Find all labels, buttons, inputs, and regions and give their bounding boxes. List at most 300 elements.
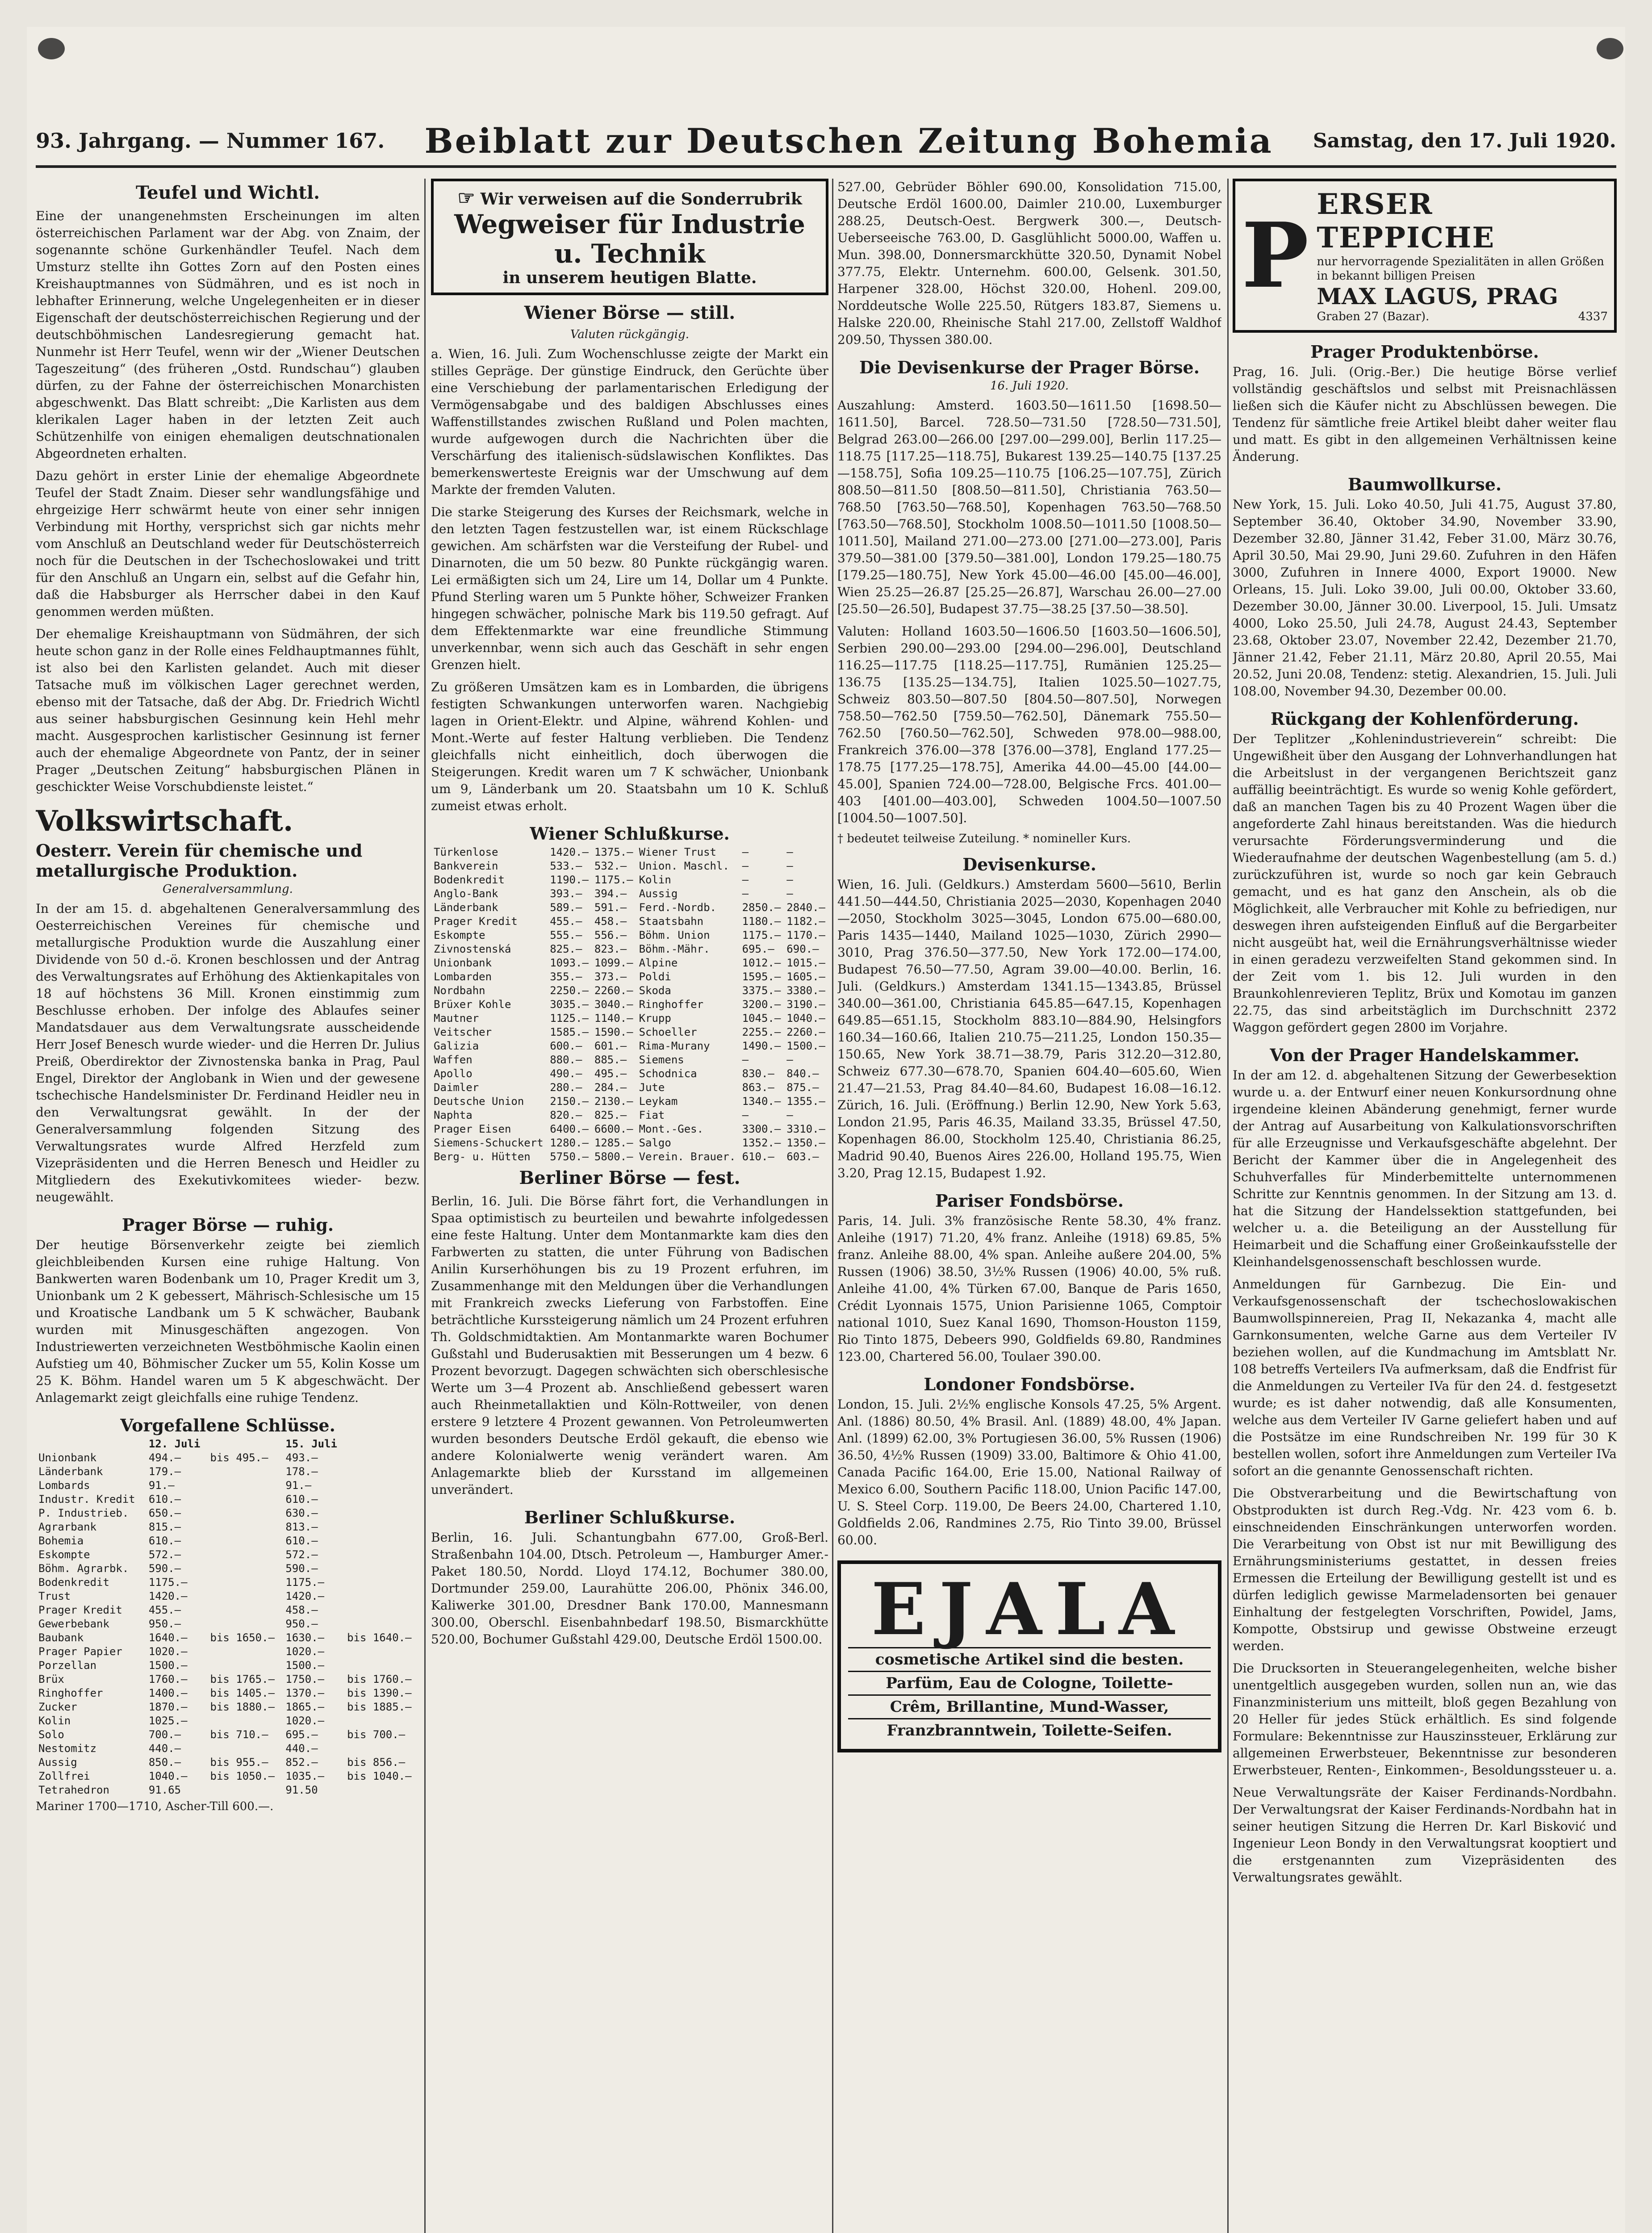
security-name: Zucker <box>38 1701 77 1713</box>
ejala-advertisement <box>837 1560 1221 1752</box>
quote-value: bis 495.— <box>210 1451 268 1464</box>
security-name: Industr. Kredit <box>38 1493 135 1505</box>
quote-value: 3380.— <box>786 984 825 997</box>
column-header: 12. Juli <box>148 1438 201 1450</box>
table-row <box>36 1562 420 1576</box>
quote-value: 589.— <box>550 901 582 914</box>
quote-value: bis 1050.— <box>210 1770 275 1782</box>
quote-value: 458.— <box>594 915 627 928</box>
quote-value: 2255.— <box>742 1026 781 1038</box>
security-name: Zollfrei <box>38 1770 90 1782</box>
security-name: Agrarbank <box>38 1521 97 1533</box>
quote-value: 1035.— <box>285 1770 325 1782</box>
table-row <box>431 915 828 928</box>
table-row <box>431 873 828 887</box>
table-row <box>36 1769 420 1783</box>
quote-value: 1182.— <box>786 915 825 928</box>
quote-value: 823.— <box>594 943 627 955</box>
security-name: Prager Kredit <box>38 1604 122 1616</box>
column-4 <box>1233 179 1617 2233</box>
article-paragraph: Berlin, 16. Juli. Die Börse fährt fort, die Verhandlungen in Spaa optimistisch zu beurteilen und bewahrte infolgedessen eine feste Haltung. Unter dem Montanmarkte kam dies den Farbwerten zu statten, die unter Führung von Badischen Anilin Kurserhöhungen bis zu 19 Prozent erfuhren, im Zusammenhange mit den Meldungen über die Verhandlungen mit Frankreich zwecks Lieferung von Farbstoffen. Eine beträchtliche Kurssteigerung nämlich um 24 Prozent erfuhren Th. Goldschmidtaktien. Am Montanmarkte waren Bochumer Gußstahl und Buderusaktien mit Besserungen um 4 bezw. 6 Prozent bevorzugt. Dagegen schwächten sich oberschlesische Werte um 3—4 Prozent ab. Anschließend gebessert waren auch Rheinmetallaktien und Köln-Rottweiler, von denen erstere 9 letztere 4 Prozent gewannen. Von Petroleumwerten wurden besonders Deutsche Erdöl gekauft, die ebenso wie andere Kolonialwerte wenig verändert waren. Am Anlagemarkte blieb der Kursstand im allgemeinen unverändert. <box>431 1194 828 1497</box>
quote-value <box>208 1742 283 1756</box>
quote-value <box>208 1659 283 1673</box>
quote-value: 555.— <box>550 929 582 941</box>
security-name: Solo <box>38 1728 64 1741</box>
table-row <box>431 1025 828 1039</box>
quote-value: 1140.— <box>594 1012 633 1025</box>
sonderrubrik-box <box>431 179 828 295</box>
quote-value: 373.— <box>594 970 627 983</box>
quote-value: 830.— <box>742 1067 774 1080</box>
quote-value: 91.50 <box>285 1784 318 1796</box>
quote-value: 495.— <box>594 1067 627 1080</box>
quote-value: 610.— <box>742 1150 774 1163</box>
table-row <box>36 1548 420 1562</box>
page-stain <box>38 38 65 59</box>
quote-value <box>344 1548 420 1562</box>
quote-value: 3375.— <box>742 984 781 997</box>
table-row <box>431 1095 828 1108</box>
quote-value <box>344 1645 420 1659</box>
quote-value: — <box>742 887 749 900</box>
article-paragraph: Anmeldungen für Garnbezug. Die Ein- und Verkaufsgenossenschaft der tschechoslowakischen Baumwollspinnereien, Prag II, Nekazanka 4, macht alle Garnkonsumenten, welche Garne aus dem Verteiler IV beziehen wollen, auf die Kundmachung im Amtsblatt Nr. 108 betreffs Verteilers IVa aufmerksam, daß die Endfrist für die Anmeldungen zu Verteiler IVa für den 24. d. festgesetzt wurde; es ist daher notwendig, daß alle Konsumenten, welche aus dem Verteiler IV Garne geliefert haben und auf die Postsätze im eine Rundschreiben Nr. 199 für 30 K bestellen wollen, sofort ihre Anmeldungen zum Verteiler IVa sofort an die genannte Genossenschaft richten. <box>1233 1277 1617 1478</box>
table-row <box>431 1150 828 1164</box>
quote-value: 1375.— <box>594 846 633 858</box>
quote-value: 1170.— <box>786 929 825 941</box>
security-name: P. Industrieb. <box>38 1507 129 1519</box>
quote-value <box>208 1465 283 1479</box>
security-name: Siemens-Schuckert <box>434 1137 544 1149</box>
quote-value: 1040.— <box>786 1012 825 1025</box>
quote-value: — <box>786 860 793 872</box>
quote-value: 863.— <box>742 1081 774 1094</box>
quote-value <box>208 1493 283 1506</box>
quote-value: 3035.— <box>550 998 589 1011</box>
quote-value <box>344 1506 420 1520</box>
table-row <box>36 1451 420 1465</box>
quote-value: 3040.— <box>594 998 633 1011</box>
quote-value <box>208 1506 283 1520</box>
article-title-pariser-fondsboerse: Pariser Fondsbörse. <box>935 1191 1124 1211</box>
quote-value: 610.— <box>148 1493 181 1505</box>
quote-value: 1420.— <box>550 846 589 858</box>
security-name: Länderbank <box>38 1465 103 1478</box>
quote-value <box>208 1617 283 1631</box>
quote-value: 2150.— <box>550 1095 589 1108</box>
table-row <box>36 1617 420 1631</box>
quote-value: 610.— <box>148 1535 181 1547</box>
box-line: in unserem heutigen Blatte. <box>502 268 757 287</box>
quote-value <box>344 1465 420 1479</box>
quote-value: 394.— <box>594 887 627 900</box>
quote-value: Ringhoffer <box>639 998 704 1011</box>
article-title-wiener-boerse: Wiener Börse — still. <box>524 302 736 323</box>
quote-value: 885.— <box>594 1054 627 1066</box>
table-row <box>431 1053 828 1067</box>
article-paragraph: Der ehemalige Kreishauptmann von Südmähren, der sich heute schon ganz in der Rolle eines Feldhauptmannes fühlt, ist also bei den Karlisten gelandet. Auch mit dieser Tatsache muß im völkischen Lager gerechnet werden, ebenso mit der Tatsache, daß der Abg. Dr. Friedrich Wichtl aus seiner habsburgischen Gesinnung kein Hehl mehr macht. Ausgesprochen karlistischer Gesinnung ist ferner auch der ehemalige Abgeordnete von Pantz, der in seiner Prager „Deutschen Zeitung“ habsburgischen Plänen in geschickter Weise Vorschubdienste leistet.“ <box>36 627 420 794</box>
article-title-handelskammer: Von der Prager Handelskammer. <box>1270 1045 1580 1065</box>
quote-value: Jute <box>639 1081 665 1094</box>
quote-value: bis 1760.— <box>347 1673 412 1685</box>
security-name: Aussig <box>38 1756 77 1769</box>
quote-value: 1870.— <box>148 1701 188 1713</box>
security-name: Mautner <box>434 1012 479 1025</box>
quote-value: 630.— <box>285 1507 318 1519</box>
table-row <box>431 1067 828 1081</box>
quote-value: 1350.— <box>786 1137 825 1149</box>
quote-value: 590.— <box>148 1562 181 1575</box>
quote-value: 490.— <box>550 1067 582 1080</box>
quote-value: 1025.— <box>148 1714 188 1727</box>
quote-value: 532.— <box>594 860 627 872</box>
security-name: Gewerbebank <box>38 1618 109 1630</box>
quote-value: bis 955.— <box>210 1756 268 1769</box>
quote-value: 815.— <box>148 1521 181 1533</box>
table-row <box>36 1465 420 1479</box>
article-title-berliner-schlusskurse: Berliner Schlußkurse. <box>524 1507 736 1527</box>
box-line: Wir verweisen auf die Sonderrubrik <box>480 190 802 209</box>
ad-initial: P <box>1242 203 1309 308</box>
article-title-prager-boerse: Prager Börse — ruhig. <box>121 1215 334 1235</box>
quote-value: 1500.— <box>285 1659 325 1672</box>
security-name: Prager Papier <box>38 1645 122 1658</box>
security-name: Kolin <box>38 1714 71 1727</box>
quote-value: 440.— <box>285 1742 318 1755</box>
quote-value: 2130.— <box>594 1095 633 1108</box>
quote-value: 1340.— <box>742 1095 781 1108</box>
quote-value: 572.— <box>285 1548 318 1561</box>
security-name: Unionbank <box>38 1451 97 1464</box>
quote-value: Böhm. Union <box>639 929 710 941</box>
quote-value: 591.— <box>594 901 627 914</box>
article-paragraph: Wien, 16. Juli. (Geldkurs.) Amsterdam 5600—5610, Berlin 441.50—444.50, Christiania 2025—2030, Kopenhagen 2040—2050, Stockholm 3025—3045, London 675.00—680.00, Paris 1435—1440, Mailand 1025—1030, Zürich 2990—3010, Prag 376.50—377.50, New York 172.00—174.00, Budapest 76.50—77.50, Agram 39.00—40.00. Berlin, 16. Juli. (Geldkurs.) Amsterdam 1341.15—1343.85, Brüssel 340.00—361.00, Christiania 645.85—647.15, Kopenhagen 649.85—651.15, Stockholm 883.10—884.90, Helsingfors 160.34—160.66, Italien 210.75—211.25, London 150.35—150.65, New York 38.71—38.79, Paris 312.20—312.80, Schweiz 677.30—678.70, Spanien 604.40—605.60, Wien 21.47—21.53, Prag 84.40—84.60, Budapest 16.08—16.12. Zürich, 16. Juli. (Eröffnung.) Berlin 12.90, New York 5.63, London 21.95, Paris 46.35, Mailand 33.35, Brüssel 47.50, Kopenhagen 86.00, Stockholm 125.40, Christiania 86.25, Madrid 90.40, Buenos Aires 226.00, Holland 195.75, Wien 3.20, Prag 12.15, Budapest 1.92. <box>837 877 1221 1180</box>
ad-line: Crêm, Brillantine, Mund-Wasser, <box>848 1694 1211 1718</box>
table-row <box>431 1081 828 1095</box>
quote-value: 6400.— <box>550 1123 589 1135</box>
quote-value: 355.— <box>550 970 582 983</box>
quote-value <box>344 1714 420 1728</box>
column-rule <box>424 179 426 2233</box>
quote-value: 2840.— <box>786 901 825 914</box>
quote-value: 1280.— <box>550 1137 589 1149</box>
quote-value: 1020.— <box>285 1714 325 1727</box>
quote-value: 493.— <box>285 1451 318 1464</box>
quote-value: Ferd.-Nordb. <box>639 901 716 914</box>
quote-value: 825.— <box>550 943 582 955</box>
table-row <box>431 1039 828 1053</box>
quote-value: 494.— <box>148 1451 181 1464</box>
quote-value: bis 1405.— <box>210 1687 275 1699</box>
quote-value: 1630.— <box>285 1631 325 1644</box>
quote-value: 458.— <box>285 1604 318 1616</box>
quote-value: 533.— <box>550 860 582 872</box>
quote-value: 284.— <box>594 1081 627 1094</box>
quote-value: bis 1640.— <box>347 1631 412 1644</box>
article-date: 16. Juli 1920. <box>990 379 1069 393</box>
column-3 <box>837 179 1221 2233</box>
quote-value: Schoeller <box>639 1026 697 1038</box>
article-paragraph: Berlin, 16. Juli. Schantungbahn 677.00, Groß-Berl. Straßenbahn 104.00, Dtsch. Petroleum —, Hamburger Amer.-Paket 180.50, Nordd. Lloyd 174.12, Bochumer 380.00, Dortmunder 259.00, Laurahütte 206.00, Phönix 346.00, Kaliwerke 301.00, Dresdner Bank 170.00, Mannesmann 300.00, Oberschl. Eisenbahnbedarf 198.50, Bismarckhütte 520.00, Bochumer Gußstahl 429.00, Deutsche Erdöl 1500.00. <box>431 1530 828 1647</box>
quote-value: 1420.— <box>285 1590 325 1602</box>
article-title-produktenboerse: Prager Produktenbörse. <box>1310 342 1539 362</box>
article-title-baumwollkurse: Baumwollkurse. <box>1347 474 1502 494</box>
quote-value: 1760.— <box>148 1673 188 1685</box>
quote-value: Leykam <box>639 1095 678 1108</box>
table-row <box>431 956 828 970</box>
table-row <box>431 970 828 984</box>
quote-value <box>344 1479 420 1493</box>
article-paragraph: Die Obstverarbeitung und die Bewirtschaftung von Obstprodukten ist durch Reg.-Vdg. Nr. 423 vom 6. b. einschneidenden Einschränkungen unterworfen worden. Die Verarbeitung von Obst ist nur mit Bewilligung des Ernährungsministeriums gestattet, in dessen freies Ermessen die Erteilung der Bewilligung gestellt ist und es dürfen lediglich gewisse Marmeladensorten bei genauer Einhaltung der festgelegten Vorschriften, Powidel, Jams, Kompotte, Obstsirup und gewisse Obstweine erzeugt werden. <box>1233 1486 1617 1653</box>
quote-value: 1750.— <box>285 1673 325 1685</box>
perser-teppiche-advertisement <box>1233 179 1617 333</box>
quote-value: 3300.— <box>742 1123 781 1135</box>
table-row <box>431 901 828 915</box>
article-title-devisenkurse-prag: Die Devisenkurse der Prager Börse. <box>859 357 1200 377</box>
article-paragraph: In der am 15. d. abgehaltenen Generalversammlung des Oesterreichischen Vereines für chemische und metallurgische Produktion wurde die Auszahlung einer Dividende von 50 d.-ö. Kronen beschlossen und der Antrag des Verwaltungsrates auf Erhöhung des Aktienkapitales von 18 auf höchstens 36 Mill. Kronen einstimmig zum Beschlusse erhoben. Der infolge des Ablaufes seiner Mandatsdauer aus dem Verwaltungsrate ausscheidende Herr Josef Benesch wurde wieder- und die Herren Dr. Julius Preiß, Oberdirektor der Zivnostenska banka in Prag, Paul Engel, Direktor der Anglobank in Wien und der gewesene tschechische Handelsminister Dr. Ferdinand Heidler neu in den Verwaltungsrat gewählt. In der der Generalversammlung folgenden Sitzung des Verwaltungsrates wurde Alfred Herzfeld zum Vizepräsidenten und die Herren Benesch und Heidler zu Mitgliedern des Exekutivkomitees wieder- bezw. neugewählt. <box>36 901 420 1204</box>
table-row <box>36 1534 420 1548</box>
article-paragraph: Neue Verwaltungsräte der Kaiser Ferdinands-Nordbahn. Der Verwaltungsrat der Kaiser Ferdinands-Nordbahn hat in seiner heutigen Sitzung die Herren Dr. Karl Bisković und Ingenieur Leon Bondy in den Verwaltungsrat kooptiert und die erstgenannten zum Vizepräsidenten des Verwaltungsrates gewählt. <box>1233 1785 1617 1885</box>
column-rule <box>832 179 833 2233</box>
quote-value <box>208 1479 283 1493</box>
security-name: Berg- u. Hütten <box>434 1150 531 1163</box>
quote-value <box>344 1659 420 1673</box>
table-row <box>36 1506 420 1520</box>
article-paragraph: Auszahlung: Amsterd. 1603.50—1611.50 [1698.50—1611.50], Barcel. 728.50—731.50 [728.50—731.50], Belgrad 263.00—266.00 [297.00—299.00], Berlin 117.25—118.75 [117.25—118.75], Bukarest 139.25—140.75 [137.25—158.75], Sofia 109.25—110.75 [106.25—107.75], Zürich 808.50—811.50 [808.50—811.50], Christiania 763.50—768.50 [763.50—768.50], Kopenhagen 763.50—768.50 [763.50—768.50], Stockholm 1008.50—1011.50 [1008.50—1011.50], Mailand 271.00—273.00 [271.00—273.00], Paris 379.50—381.00 [379.50—381.00], London 179.25—180.75 [179.25—180.75], New York 45.00—46.00 [45.00—46.00], Wien 25.25—26.87 [25.25—26.87], Warschau 26.00—27.00 [25.50—26.50], Budapest 37.75—38.25 [37.50—38.50]. <box>837 398 1221 616</box>
newspaper-page <box>27 27 1625 2233</box>
quote-value: 1175.— <box>148 1576 188 1589</box>
table-row <box>36 1589 420 1603</box>
quote-value <box>344 1783 420 1797</box>
quote-value: — <box>786 887 793 900</box>
table-row <box>431 845 828 859</box>
quote-value: 393.— <box>550 887 582 900</box>
ad-firm: MAX LAGUS, PRAG <box>1317 283 1558 309</box>
quote-value: Salgo <box>639 1137 671 1149</box>
quote-value <box>344 1520 420 1534</box>
table-row <box>36 1783 420 1797</box>
quote-value: bis 1390.— <box>347 1687 412 1699</box>
security-name: Ringhoffer <box>38 1687 103 1699</box>
quote-value: 455.— <box>148 1604 181 1616</box>
quote-value: 1420.— <box>148 1590 188 1602</box>
table-title-vorgefallene-schluesse: Vorgefallene Schlüsse. <box>120 1415 335 1435</box>
quote-value: — <box>742 1054 749 1066</box>
quote-value: bis 1880.— <box>210 1701 275 1713</box>
quote-value: 1180.— <box>742 915 781 928</box>
quote-value: Krupp <box>639 1012 671 1025</box>
quote-value: bis 1650.— <box>210 1631 275 1644</box>
quote-value <box>344 1617 420 1631</box>
security-name: Zivnostenská <box>434 943 511 955</box>
quote-value: 2260.— <box>786 1026 825 1038</box>
column-2 <box>431 179 828 2233</box>
security-name: Deutsche Union <box>434 1095 524 1108</box>
security-name: Türkenlose <box>434 846 498 858</box>
quote-value: 91.65 <box>148 1784 181 1796</box>
table-row <box>431 1136 828 1150</box>
article-subtitle: Valuten rückgängig. <box>570 328 690 341</box>
quote-value <box>208 1714 283 1728</box>
quote-value <box>344 1534 420 1548</box>
table-row <box>431 1012 828 1025</box>
quote-value: 1605.— <box>786 970 825 983</box>
column-rule <box>1227 179 1229 2233</box>
quote-value: 91.— <box>285 1479 312 1492</box>
ad-headline: ERSER TEPPICHE <box>1317 188 1495 255</box>
quote-value <box>344 1742 420 1756</box>
quote-value: 1175.— <box>594 874 633 886</box>
quote-value: Wiener Trust <box>639 846 716 858</box>
security-name: Brüxer Kohle <box>434 998 511 1011</box>
box-headline: Wegweiser für Industrie u. Technik <box>454 209 805 269</box>
ad-number: 4337 <box>1578 310 1608 323</box>
security-name: Baubank <box>38 1631 84 1644</box>
article-title-verein: Oesterr. Verein für chemische und metallurgische Produktion. <box>36 841 363 881</box>
table-row <box>36 1742 420 1756</box>
quote-value: 950.— <box>148 1618 181 1630</box>
issue-number: 93. Jahrgang. — Nummer 167. <box>36 129 385 153</box>
quote-value <box>208 1603 283 1617</box>
quote-value: 1020.— <box>285 1645 325 1658</box>
quote-value: bis 700.— <box>347 1728 406 1741</box>
article-paragraph: Der heutige Börsenverkehr zeigte bei ziemlich gleichbleibenden Kursen eine ruhige Haltung. Von Bankwerten waren Bodenbank um 10, Prager Kredit um 3, Unionbank um 2 K gebessert, Mährisch-Schlesische um 15 und Kroatische Landbank um 5 K schwächer, Baubank wurden mit Minusgeschäften angezogen. Von Industriewerten verzeichneten Westböhmische Kaolin einen Aufstieg um 40, Böhmischer Zucker um 55, Kolin Kosse um 25 K. Böhm. Handel waren um 5 K abgeschwächt. Der Anlagemarkt zeigt gleichfalls eine ruhige Tendenz. <box>36 1238 420 1405</box>
quote-value: 1352.— <box>742 1137 781 1149</box>
quote-value: bis 710.— <box>210 1728 268 1741</box>
quote-value: Kolin <box>639 874 671 886</box>
quote-value: 1040.— <box>148 1770 188 1782</box>
quote-value <box>344 1493 420 1506</box>
quote-value: 590.— <box>285 1562 318 1575</box>
table-row <box>36 1645 420 1659</box>
article-paragraph: a. Wien, 16. Juli. Zum Wochenschlusse zeigte der Markt ein stilles Gepräge. Der günstige Eindruck, den Gerüchte über eine Verschiebung der parlamentarischen Erledigung der Vermögensabgabe und des baldigen Abschlusses eines Waffenstillstandes zwischen Rußland und Polen machten, wurde aufgewogen durch die Nachrichten über die Verschärfung des italienisch-südslawischen Konfliktes. Das bemerkenswerteste Ereignis war der Umschwung auf dem Markte der fremden Valuten. <box>431 347 828 497</box>
quote-value: 1400.— <box>148 1687 188 1699</box>
quote-value: 650.— <box>148 1507 181 1519</box>
security-name: Trust <box>38 1590 71 1602</box>
quote-value: 1590.— <box>594 1026 633 1038</box>
table-row <box>36 1728 420 1742</box>
table-row <box>431 1108 828 1122</box>
quote-value <box>208 1548 283 1562</box>
quote-value: 1865.— <box>285 1701 325 1713</box>
article-title-devisenkurse: Devisenkurse. <box>962 854 1096 874</box>
column-header: 15. Juli <box>285 1438 337 1450</box>
table-row <box>36 1756 420 1769</box>
ad-address: Graben 27 (Bazar). <box>1317 310 1430 323</box>
table-row <box>36 1700 420 1714</box>
pointing-hand-icon: ☞ <box>457 187 475 209</box>
security-name: Apollo <box>434 1067 473 1080</box>
ad-line: Franzbranntwein, Toilette-Seifen. <box>848 1718 1211 1742</box>
article-paragraph: Valuten: Holland 1603.50—1606.50 [1603.50—1606.50], Serbien 290.00—293.00 [294.00—296.00], Deutschland 116.25—117.75 [118.25—117.75], Rumänien 125.25—136.75 [135.25—134.75], Italien 1025.50—1027.75, Schweiz 803.50—807.50 [804.50—807.50], Norwegen 758.50—762.50 [759.50—762.50], Dänemark 755.50—762.50 [760.50—762.50], Schweden 978.00—988.00, Frankreich 376.00—378 [376.00—378], England 177.25—178.75 [177.25—178.75], Amerika 44.00—45.00 [44.00—45.00], Spanien 724.00—728.00, Belgische Frcs. 401.00—403 [401.00—403.00], Schweden 1004.50—1007.50 [1004.50—1007.50]. <box>837 624 1221 825</box>
table-row <box>36 1603 420 1617</box>
table-row <box>36 1686 420 1700</box>
quote-value: 820.— <box>550 1109 582 1121</box>
quote-value <box>208 1562 283 1576</box>
table-row <box>431 887 828 901</box>
quote-value: 1370.— <box>285 1687 325 1699</box>
security-name: Bankverein <box>434 860 498 872</box>
quote-value <box>208 1645 283 1659</box>
table-row <box>431 928 828 942</box>
quote-value: 5800.— <box>594 1150 633 1163</box>
table-row <box>36 1714 420 1728</box>
quote-value: 1175.— <box>742 929 781 941</box>
quote-value <box>208 1783 283 1797</box>
table-row <box>431 1122 828 1136</box>
quote-value <box>208 1520 283 1534</box>
quote-value: 1093.— <box>550 957 589 969</box>
quote-value: Rima-Murany <box>639 1040 710 1052</box>
security-name: Waffen <box>434 1054 473 1066</box>
quote-value: 610.— <box>285 1493 318 1505</box>
quote-value: — <box>742 860 749 872</box>
quote-value: 1355.— <box>786 1095 825 1108</box>
quote-value: 1190.— <box>550 874 589 886</box>
quote-value: 440.— <box>148 1742 181 1755</box>
quote-value: 1585.— <box>550 1026 589 1038</box>
quote-value: 875.— <box>786 1081 819 1094</box>
quote-value: Böhm.-Mähr. <box>639 943 710 955</box>
section-title-volkswirtschaft: Volkswirtschaft. <box>36 804 293 838</box>
quote-value: bis 856.— <box>347 1756 406 1769</box>
column-header <box>208 1437 283 1451</box>
quote-value: 1012.— <box>742 957 781 969</box>
quote-value: Alpine <box>639 957 678 969</box>
quote-value: 2260.— <box>594 984 633 997</box>
quote-value: 601.— <box>594 1040 627 1052</box>
article-paragraph: Die Drucksorten in Steuerangelegenheiten, welche bisher unentgeltlich ausgegeben wurden, sollen nun an, wie das Finanzministerium uns mitteilt, bloß gegen Bezahlung von 20 Heller für jedes Stück erhältlich. Es sind folgende Formulare: Bekenntnisse zur Hauszinssteuer, Erklärung zur allgemeinen Erwerbsteuer, Bekenntnisse zur besonderen Erwerbsteuer, Renten-, Einkommen-, Besoldungssteuer u. a. <box>1233 1661 1617 1777</box>
table-row <box>36 1631 420 1645</box>
quote-value: 1490.— <box>742 1040 781 1052</box>
quote-value: 1285.— <box>594 1137 633 1149</box>
ad-line: cosmetische Artikel sind die besten. <box>848 1647 1211 1671</box>
table-row <box>36 1493 420 1506</box>
security-name: Naphta <box>434 1109 473 1121</box>
table-row <box>431 984 828 998</box>
quote-value: Poldi <box>639 970 671 983</box>
column-header <box>344 1437 420 1451</box>
column-header <box>36 1437 146 1451</box>
quote-value: 600.— <box>550 1040 582 1052</box>
article-paragraph: Zu größeren Umsätzen kam es in Lombarden, die übrigens festigten Schwankungen unterworfen waren. Nachgiebig lagen in Orient-Elektr. und Alpine, während Kohlen- und Mont.-Werte auf fester Haltung verblieben. Die Tendenz gleichfalls nicht einheitlich, doch überwogen die Steigerungen. Kredit waren um 7 K schwächer, Unionbank um 9, Länderbank um 20. Staatsbahn um 10 K. Schluß zumeist etwas erholt. <box>431 680 828 813</box>
security-name: Unionbank <box>434 957 492 969</box>
article-title-londoner-fondsboerse: Londoner Fondsbörse. <box>924 1374 1135 1394</box>
ad-text: nur hervorragende Spezialitäten in allen Größen in bekannt billigen Preisen <box>1317 255 1604 283</box>
article-title-teufel: Teufel und Wichtl. <box>136 182 320 203</box>
quote-value: Union. Maschl. <box>639 860 729 872</box>
quote-value <box>344 1451 420 1465</box>
quote-value: 3310.— <box>786 1123 825 1135</box>
article-paragraph: Der Teplitzer „Kohlenindustrieverein“ schreibt: Die Ungewißheit über den Ausgang der Lohnverhandlungen hat die Arbeitslust in der vergangenen Berichtszeit ganz auffällig beeinträchtigt. Es wurde so wenig Kohle gefördert, daß an manchen Tagen bis zu 40 Prozent Wagen über die angeforderte Zahl hinaus bereitstanden. Was die hiedurch verursachte Förderungsverminderung und die Wiederaufnahme der deutschen Wagenbestellung (am 5. d.) zurückzuführen ist, wurde so noch gar kein Gebrauch gemacht, und es hat ganz den Anschein, als ob die Möglichkeit, alle Verbraucher mit Kohle zu befriedigen, nur deswegen ihren aufsteigenden Einfluß auf die Bergarbeiter nicht ausgeübt hat, weil die Ernährungsverhältnisse wieder in einen geradezu verzweifelten Stand gekommen sind. In der Zeit vom 1. bis 12. Juli wurden in den Braunkohlenrevieren Teplitz, Brüx und Komotau im ganzen 22.75, das sind arbeitstäglich im Durchschnitt 2372 Waggon gefördert gegen 2800 im Vorjahre. <box>1233 732 1617 1035</box>
quote-value: 1500.— <box>148 1659 188 1672</box>
quote-value: Schodnica <box>639 1067 697 1080</box>
quote-value: 5750.— <box>550 1150 589 1163</box>
quote-value: 1045.— <box>742 1012 781 1025</box>
quote-value: bis 1765.— <box>210 1673 275 1685</box>
security-name: Lombarden <box>434 970 492 983</box>
quote-value: 556.— <box>594 929 627 941</box>
quote-value: — <box>786 1109 793 1121</box>
quote-value: 455.— <box>550 915 582 928</box>
issue-date: Samstag, den 17. Juli 1920. <box>1313 129 1616 152</box>
quote-value <box>208 1576 283 1589</box>
quote-value: 1500.— <box>786 1040 825 1052</box>
quote-value: Siemens <box>639 1054 684 1066</box>
quote-value: 950.— <box>285 1618 318 1630</box>
quote-value: 690.— <box>786 943 819 955</box>
security-name: Bodenkredit <box>38 1576 109 1589</box>
page-stain <box>1597 38 1623 59</box>
